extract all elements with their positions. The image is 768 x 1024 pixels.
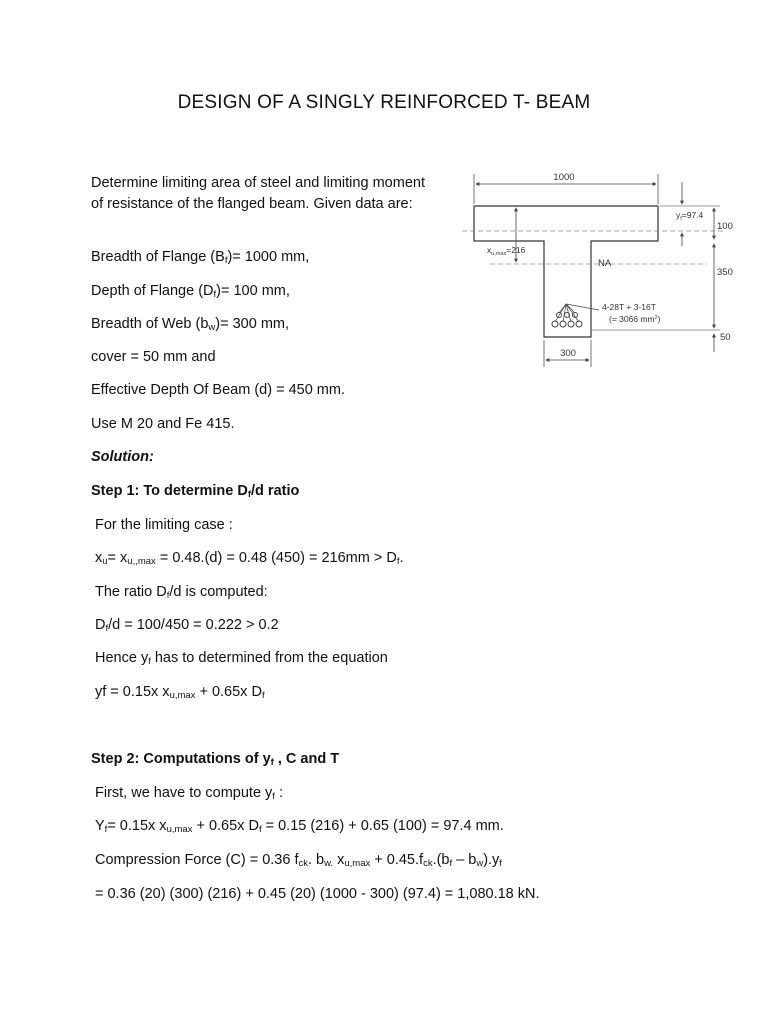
- step2-yf-equation: $Y_f= 0.15x$ $x_{u,max} + 0.65x$ $D_f = 0.15$ (216) + 0.65 (100) = 97.4 mm.: [95, 818, 504, 835]
- step2-heading: Step 2: Computations of $y_f$ , C and T: [91, 751, 340, 768]
- page-title: DESIGN OF A SINGLY REINFORCED T- BEAM: [177, 92, 591, 113]
- step1-ratio-text: The ratio $D_f/d$ is computed:: [95, 584, 268, 601]
- flange-depth-label: 100: [717, 221, 733, 232]
- given-flange-depth: Depth of Flange $(D_f)= 100$ mm,: [91, 283, 290, 300]
- bars-label: 4-28T + 3-16T: [602, 302, 656, 312]
- na-label: NA: [598, 258, 612, 269]
- web-depth-label: 350: [717, 267, 733, 278]
- yf-label: $y_f=97.4$: [676, 210, 704, 222]
- step1-limiting-case: For the limiting case :: [95, 517, 233, 533]
- given-flange-breadth: Breadth of Flange $(B_f)= 1000$ mm,: [91, 249, 310, 266]
- step1-xu-equation: $x_u= x_{u,,max} = 0.48.(d) = 0.48$ $(450) = 216mm > D_f$.: [95, 550, 404, 567]
- web-width-label: 300: [560, 348, 576, 359]
- solution-heading: Solution:: [91, 449, 154, 465]
- step2-first-text: First, we have to compute $y_f$ :: [95, 785, 283, 802]
- step2-compression-equation: Compression Force (C) = 0.36 $f_{ck}$. $b_{w.}$ $x_{u,max} + 0.45.f_{ck}.(b_f - b_w).y_f$: [95, 852, 502, 869]
- problem-statement: Determine limiting area of steel and limiting moment of resistance of the flanged beam. Given data are:: [91, 175, 425, 212]
- reinforcement-bars: [552, 304, 599, 327]
- steel-area-label: (= 3066 $mm^2$): [609, 314, 661, 324]
- step1-ratio-equation: $D_f/d = 100/450 = 0.222 > 0.2$: [95, 617, 279, 634]
- step2-compression-result: = 0.36 (20) (300) (216) + 0.45 (20) (1000 - 300) (97.4) = 1,080.18 kN.: [95, 886, 540, 902]
- step1-heading: Step 1: To determine $D_f/d$ ratio: [91, 483, 300, 500]
- xu-label: $x_{u,max}=216$: [487, 245, 526, 257]
- given-cover: cover = 50 mm and: [91, 349, 216, 365]
- step1-hence-text: Hence $y_f$ has to determined from the equation: [95, 650, 388, 667]
- step1-yf-equation: yf = 0.15x $x_{u,max} + 0.65x$ $D_f$: [95, 684, 265, 701]
- cover-label: 50: [720, 332, 731, 343]
- given-materials: Use M 20 and Fe 415.: [91, 416, 235, 432]
- given-effective-depth: Effective Depth Of Beam (d) = 450 mm.: [91, 382, 345, 398]
- given-web-breadth: Breadth of Web $(b_w)= 300$ mm,: [91, 316, 290, 333]
- width-label: 1000: [553, 172, 575, 183]
- t-beam-diagram: [462, 162, 752, 372]
